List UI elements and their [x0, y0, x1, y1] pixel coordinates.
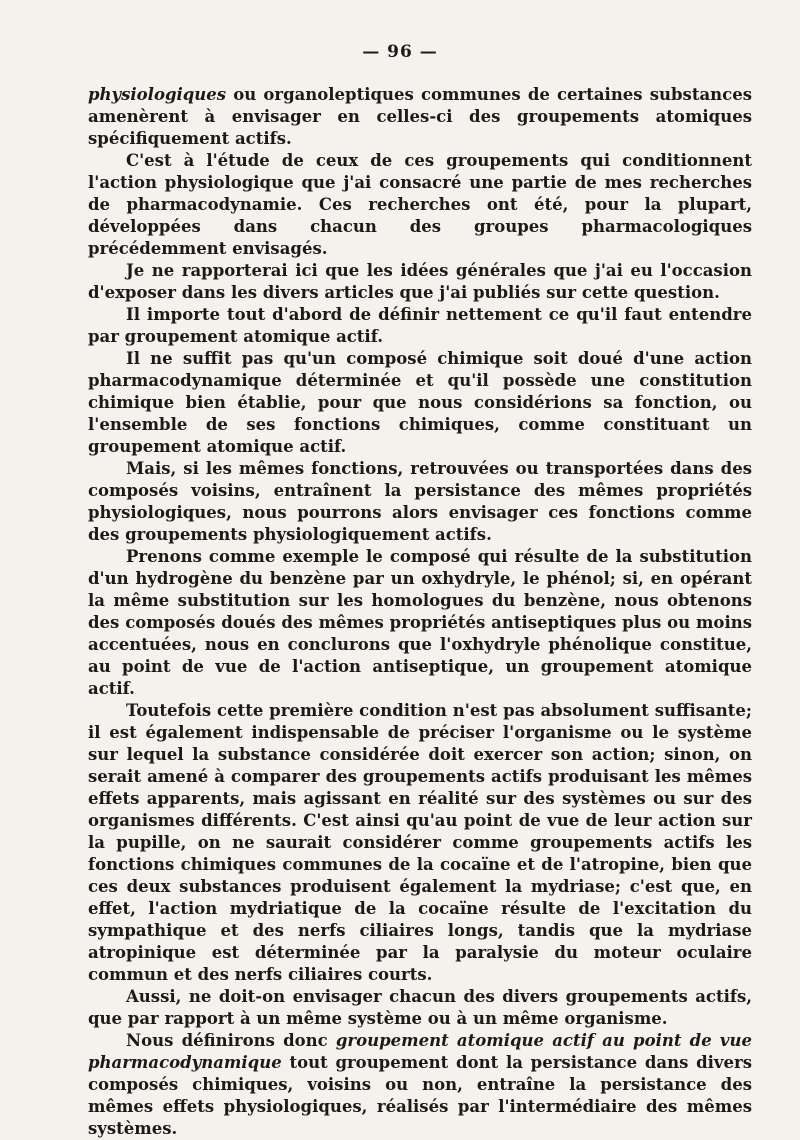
paragraph-10-after: tout groupement dont la persistance dans divers composés chimiques, voisins ou non, entraîne la persistance des mêmes effets physiologiques, réalisés par l'intermédiaire des mêmes systèmes.	[88, 1053, 752, 1138]
paragraph-6: Mais, si les mêmes fonctions, retrouvées ou transportées dans des composés voisins, entraînent la persistance des mêmes propriétés physiologiques, nous pourrons alors envisager ces fonctions comme des groupements physiologiquement actifs.	[88, 459, 752, 544]
definition-italic: groupement atomique actif au point de vue pharmacodynamique	[88, 1031, 752, 1072]
paragraph-9: Aussi, ne doit-on envisager chacun des divers groupements actifs, que par rapport à un même système ou à un même organisme.	[88, 987, 752, 1028]
paragraph-7: Prenons comme exemple le composé qui résulte de la substitution d'un hydrogène du benzène par un oxhydryle, le phénol; si, en opérant la même substitution sur les homologues du benzène, nous obtenons des composés doués des mêmes propriétés antiseptiques plus ou moins accentuées, nous en conclurons que l'oxhydryle phénolique constitue, au point de vue de l'action antiseptique, un groupement atomique actif.	[88, 547, 752, 698]
paragraph-10	[88, 1030, 752, 1140]
paragraph-5: Il ne suffit pas qu'un composé chimique soit doué d'une action pharmacodynamique déterminée et qu'il possède une constitution chimique bien établie, pour que nous considérions sa fonction, ou l'ensemble de ses fonctions chimiques, comme constituant un groupement atomique actif.	[88, 349, 752, 456]
paragraph-4: Il importe tout d'abord de définir nettement ce qu'il faut entendre par groupement atomique actif.	[88, 305, 752, 346]
paragraph-10-before: Nous définirons donc	[126, 1031, 336, 1050]
paragraph-1-text: ou organoleptiques communes de certaines substances amenèrent à envisager en celles-ci des groupements atomiques spécifiquement actifs.	[88, 85, 752, 148]
paragraph-1	[88, 84, 752, 150]
paragraph-2: C'est à l'étude de ceux de ces groupements qui conditionnent l'action physiologique que j'ai consacré une partie de mes recherches de pharmacodynamie. Ces recherches ont été, pour la plupart, développées dans chacun des groupes pharmacologiques précédemment envisagés.	[88, 151, 752, 258]
italic-lead: physiologiques	[88, 85, 227, 104]
body-text	[88, 84, 752, 1140]
paragraph-3: Je ne rapporterai ici que les idées générales que j'ai eu l'occasion d'exposer dans les divers articles que j'ai publiés sur cette question.	[88, 261, 752, 302]
page-number: — 96 —	[362, 42, 438, 62]
paragraph-8: Toutefois cette première condition n'est pas absolument suffisante; il est également indispensable de préciser l'organisme ou le système sur lequel la substance considérée doit exercer son action; sinon, on serait amené à comparer des groupements actifs produisant les mêmes effets apparents, mais agissant en réalité sur des systèmes ou sur des organismes différents. C'est ainsi qu'au point de vue de leur action sur la pupille, on ne saurait considérer comme groupements actifs les fonctions chimiques communes de la cocaïne et de l'atropine, bien que ces deux substances produisent également la mydriase; c'est que, en effet, l'action mydriatique de la cocaïne résulte de l'excitation du sympathique et des nerfs ciliaires longs, tandis que la mydriase atropinique est déterminée par la paralysie du moteur oculaire commun et des nerfs ciliaires courts.	[88, 701, 752, 984]
